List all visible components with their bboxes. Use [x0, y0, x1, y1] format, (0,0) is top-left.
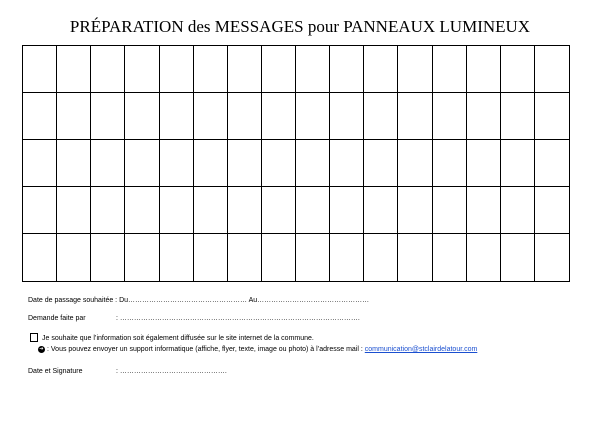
grid-cell[interactable]	[296, 46, 330, 93]
grid-cell[interactable]	[467, 140, 501, 187]
demande-row	[28, 314, 360, 323]
grid-cell[interactable]	[364, 46, 398, 93]
grid-cell[interactable]	[364, 187, 398, 234]
publish-checkbox[interactable]	[30, 333, 38, 342]
date-passage-label: Date de passage souhaitée :	[28, 297, 118, 304]
grid-cell[interactable]	[262, 234, 296, 281]
date-passage-field[interactable]: Du…………………………………………… Au…………………………………………	[119, 297, 370, 304]
grid-cell[interactable]	[467, 187, 501, 234]
arrow-right-icon: ➔	[39, 346, 44, 352]
grid-cell[interactable]	[364, 93, 398, 140]
grid-cell[interactable]	[228, 140, 262, 187]
grid-cell[interactable]	[228, 46, 262, 93]
grid-cell[interactable]	[296, 187, 330, 234]
grid-cell[interactable]	[433, 140, 467, 187]
grid-cell[interactable]	[91, 46, 125, 93]
grid-cell[interactable]	[57, 93, 91, 140]
message-grid	[22, 45, 570, 282]
grid-cell[interactable]	[57, 140, 91, 187]
grid-cell[interactable]	[262, 93, 296, 140]
grid-cell[interactable]	[160, 140, 194, 187]
grid-cell[interactable]	[91, 187, 125, 234]
grid-cell[interactable]	[535, 234, 569, 281]
grid-cell[interactable]	[228, 93, 262, 140]
grid-cell[interactable]	[501, 187, 535, 234]
grid-cell[interactable]	[125, 46, 159, 93]
grid-cell[interactable]	[91, 93, 125, 140]
grid-cell[interactable]	[228, 187, 262, 234]
grid-cell[interactable]	[398, 93, 432, 140]
demande-field[interactable]: : ………………………………………………………………………………………….	[116, 315, 360, 322]
grid-cell[interactable]	[398, 234, 432, 281]
grid-cell[interactable]	[194, 46, 228, 93]
grid-cell[interactable]	[160, 187, 194, 234]
grid-cell[interactable]	[194, 140, 228, 187]
grid-cell[interactable]	[535, 46, 569, 93]
grid-cell[interactable]	[364, 234, 398, 281]
grid-cell[interactable]	[330, 140, 364, 187]
grid-cell[interactable]	[467, 234, 501, 281]
grid-cell[interactable]	[398, 140, 432, 187]
grid-cell[interactable]	[23, 234, 57, 281]
grid-cell[interactable]	[57, 234, 91, 281]
grid-cell[interactable]	[125, 140, 159, 187]
signature-label: Date et Signature	[28, 368, 83, 375]
date-passage-row	[28, 296, 369, 305]
support-row	[47, 345, 477, 354]
grid-cell[interactable]	[91, 234, 125, 281]
demande-label: Demande faite par	[28, 315, 86, 322]
page-title: PRÉPARATION des MESSAGES pour PANNEAUX LUMINEUX	[69, 17, 531, 36]
grid-cell[interactable]	[330, 93, 364, 140]
grid-cell[interactable]	[433, 46, 467, 93]
support-text: : Vous pouvez envoyer un support informatique (affiche, flyer, texte, image ou photo) à l’adresse mail :	[47, 346, 363, 353]
grid-cell[interactable]	[296, 140, 330, 187]
checkbox-text: Je souhaite que l’information soit également diffusée sur le site internet de la commune.	[42, 335, 314, 342]
grid-cell[interactable]	[433, 93, 467, 140]
grid-cell[interactable]	[194, 234, 228, 281]
grid-cell[interactable]	[160, 93, 194, 140]
grid-cell[interactable]	[501, 46, 535, 93]
grid-cell[interactable]	[23, 187, 57, 234]
grid-cell[interactable]	[194, 187, 228, 234]
grid-cell[interactable]	[125, 234, 159, 281]
grid-cell[interactable]	[535, 140, 569, 187]
grid-cell[interactable]	[125, 93, 159, 140]
grid-cell[interactable]	[91, 140, 125, 187]
grid-cell[interactable]	[23, 46, 57, 93]
grid-cell[interactable]	[535, 93, 569, 140]
grid-cell[interactable]	[125, 187, 159, 234]
grid-cell[interactable]	[296, 234, 330, 281]
grid-cell[interactable]	[501, 140, 535, 187]
grid-cell[interactable]	[330, 234, 364, 281]
grid-cell[interactable]	[23, 140, 57, 187]
grid-cell[interactable]	[330, 46, 364, 93]
grid-cell[interactable]	[160, 46, 194, 93]
grid-cell[interactable]	[228, 234, 262, 281]
grid-cell[interactable]	[160, 234, 194, 281]
grid-cell[interactable]	[364, 140, 398, 187]
grid-cell[interactable]	[398, 46, 432, 93]
grid-cell[interactable]	[433, 187, 467, 234]
grid-cell[interactable]	[535, 187, 569, 234]
grid-cell[interactable]	[467, 93, 501, 140]
grid-cell[interactable]	[194, 93, 228, 140]
signature-field[interactable]: : ……………………………………….	[116, 368, 227, 375]
signature-row	[28, 367, 227, 376]
grid-cell[interactable]	[262, 187, 296, 234]
grid-cell[interactable]	[330, 187, 364, 234]
grid-cell[interactable]	[433, 234, 467, 281]
grid-cell[interactable]	[57, 46, 91, 93]
grid-cell[interactable]	[398, 187, 432, 234]
email-link[interactable]: communication@stclairdelatour.com	[364, 346, 478, 353]
grid-cell[interactable]	[262, 140, 296, 187]
grid-cell[interactable]	[23, 93, 57, 140]
grid-cell[interactable]	[296, 93, 330, 140]
grid-cell[interactable]	[501, 93, 535, 140]
grid-cell[interactable]	[57, 187, 91, 234]
grid-cell[interactable]	[501, 234, 535, 281]
grid-cell[interactable]	[262, 46, 296, 93]
grid-cell[interactable]	[467, 46, 501, 93]
